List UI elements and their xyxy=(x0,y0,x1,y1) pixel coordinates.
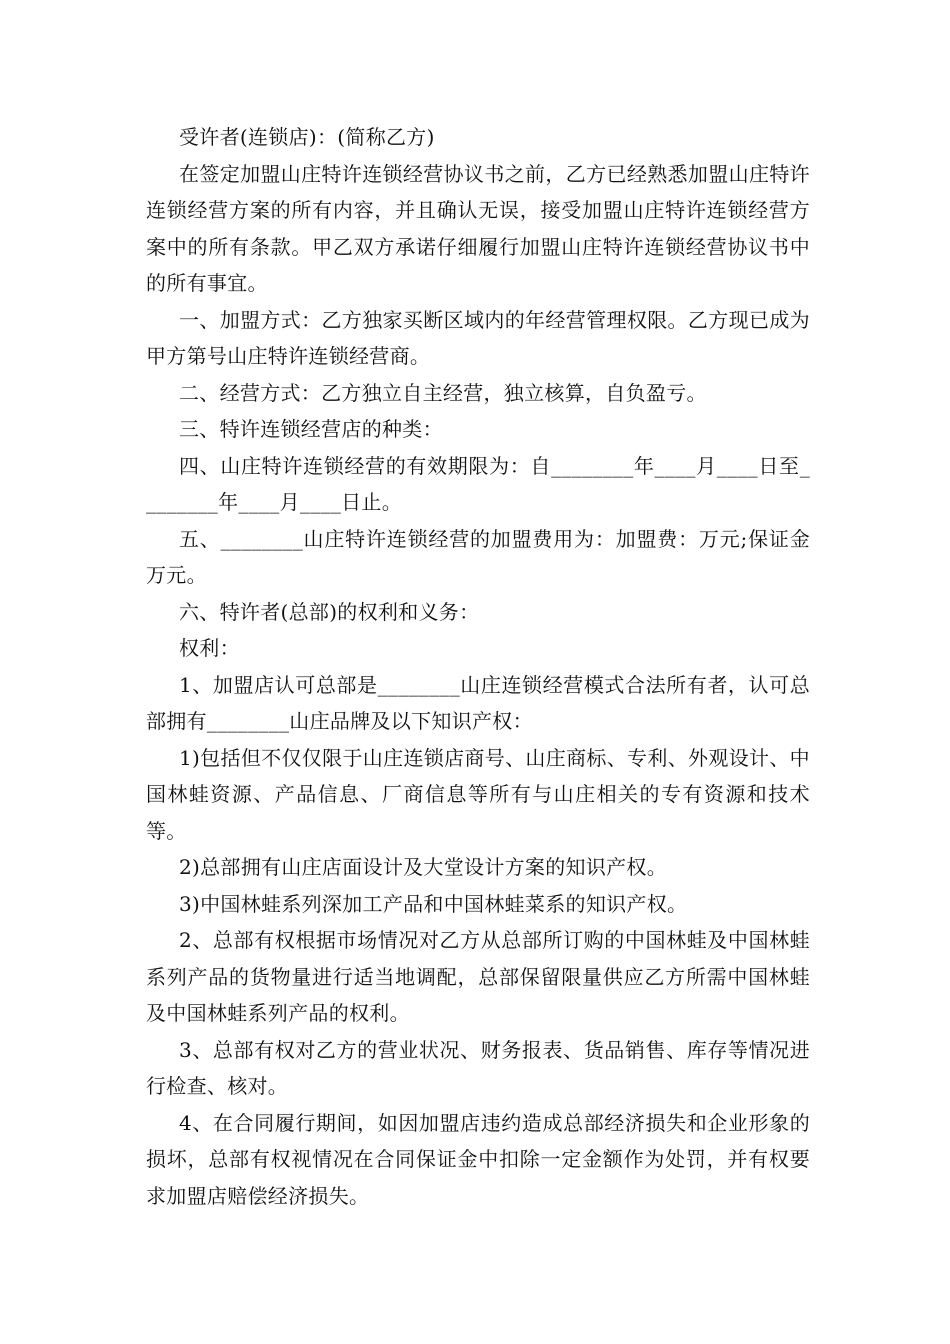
paragraph-preamble: 在签定加盟山庄特许连锁经营协议书之前，乙方已经熟悉加盟山庄特许连锁经营方案的所有内容，并且确认无误，接受加盟山庄特许连锁经营方案中的所有条款。甲乙双方承诺仔细履行加盟山庄特许连锁经营协议书中的所有事宜。 xyxy=(146,161,810,295)
paragraph-right-1: 1、加盟店认可总部是________山庄连锁经营模式合法所有者，认可总部拥有________山庄品牌及以下知识产权： xyxy=(146,672,810,733)
paragraph-operation-method: 二、经营方式：乙方独立自主经营，独立核算，自负盈亏。 xyxy=(179,380,707,405)
paragraph-right-1-item-1: 1)包括但不仅仅限于山庄连锁店商号、山庄商标、专利、外观设计、中国林蛙资源、产品信息、厂商信息等所有与山庄相关的专有资源和技术等。 xyxy=(146,745,810,843)
paragraph-rights-heading: 权利： xyxy=(179,636,240,660)
paragraph-licensee: 受许者(连锁店)：(简称乙方) xyxy=(179,125,435,149)
paragraph-right-1-item-2: 2)总部拥有山庄店面设计及大堂设计方案的知识产权。 xyxy=(179,855,668,879)
paragraph-right-4: 4、在合同履行期间，如因加盟店违约造成总部经济损失和企业形象的损坏，总部有权视情况在合同保证金中扣除一定金额作为处罚，并有权要求加盟店赔偿经济损失。 xyxy=(146,1110,810,1208)
paragraph-right-2: 2、总部有权根据市场情况对乙方从总部所订购的中国林蛙及中国林蛙系列产品的货物量进行适当地调配，总部保留限量供应乙方所需中国林蛙及中国林蛙系列产品的权利。 xyxy=(146,928,810,1025)
paragraph-rights-obligations-heading: 六、特许者(总部)的权利和义务： xyxy=(179,599,480,624)
paragraph-right-1-item-3: 3)中国林蛙系列深加工产品和中国林蛙菜系的知识产权。 xyxy=(179,891,688,916)
paragraph-store-types: 三、特许连锁经营店的种类： xyxy=(179,417,443,441)
paragraph-validity-period: 四、山庄特许连锁经营的有效期限为：自________年____月____日至________年____月____日止。 xyxy=(146,453,810,514)
paragraph-franchise-method: 一、加盟方式：乙方独家买断区域内的年经营管理权限。乙方现已成为甲方第号山庄特许连锁经营商。 xyxy=(146,307,810,368)
paragraph-franchise-fee: 五、________山庄特许连锁经营的加盟费用为：加盟费：万元;保证金万元。 xyxy=(146,526,810,587)
paragraph-right-3: 3、总部有权对乙方的营业状况、财务报表、货品销售、库存等情况进行检查、核对。 xyxy=(146,1037,810,1098)
